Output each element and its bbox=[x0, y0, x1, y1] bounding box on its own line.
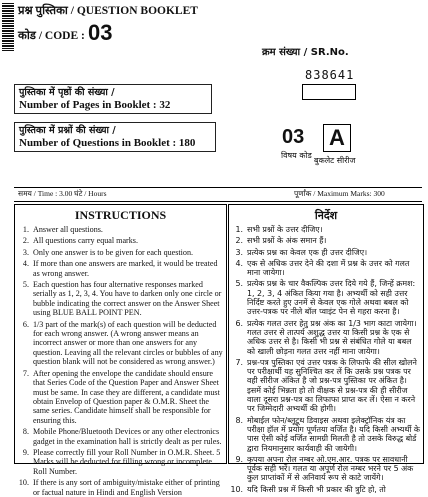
instructions-en-list bbox=[15, 225, 226, 497]
instruction-number: 9. bbox=[22, 447, 29, 457]
instruction-item bbox=[15, 369, 223, 425]
instruction-text: All questions carry equal marks. bbox=[33, 236, 138, 246]
questions-box bbox=[14, 122, 216, 152]
instruction-item bbox=[229, 225, 420, 234]
instruction-number: 6. bbox=[235, 318, 243, 328]
instruction-text: 1/3 part of the mark(s) of each question will be deducted for each wrong answer. (A wrong answer means an incorrect answer or more than one answers for any question. Leaving all the relevant circles or bubbles of any question blank will not be considered as wrong answer.) bbox=[33, 319, 223, 367]
instruction-item bbox=[15, 236, 223, 245]
instruction-text: एक से अधिक उत्तर देने की दशा में प्रश्न के उत्तर को गलत माना जायेगा। bbox=[247, 258, 410, 278]
instruction-item bbox=[15, 427, 223, 446]
instruction-item bbox=[229, 319, 420, 356]
series-caption: बुकलेट सीरीज bbox=[314, 156, 356, 165]
instruction-number: 5. bbox=[22, 280, 29, 290]
serial-number: 838641 bbox=[305, 68, 355, 82]
instruction-item bbox=[15, 259, 223, 278]
instruction-text: If there is any sort of ambiguity/mistake either of printing or factual nature in Hindi and English Version bbox=[33, 478, 220, 497]
instruction-item bbox=[229, 358, 420, 414]
instruction-text: कृपया अपना रोल नम्बर ओ.एम.आर. पत्रक पर सावधानी पूर्वक सही भरें। गलत या अपूर्ण रोल नम्बर भरने पर 5 अंक कुल प्राप्तांकों में से अनिवार्य रूप से काटे जायेंगे। bbox=[247, 454, 414, 483]
instruction-text: Each question has four alternative responses marked serially as 1, 2, 3, 4. You have to darken only one circle or bubble indicating the correct answer on the Answer Sheet using BLUE BALL POINT PEN. bbox=[33, 280, 222, 318]
instruction-number: 6. bbox=[22, 319, 29, 329]
instruction-number: 4. bbox=[235, 258, 243, 268]
instruction-item bbox=[229, 248, 420, 257]
pages-label-hi: पुस्तिका में पृष्ठों की संख्या / bbox=[19, 87, 115, 98]
instruction-number: 4. bbox=[22, 259, 29, 269]
barcode bbox=[2, 3, 14, 51]
instruction-number: 7. bbox=[22, 368, 29, 378]
instruction-item bbox=[15, 280, 223, 318]
instruction-number: 3. bbox=[22, 247, 29, 257]
instruction-text: Only one answer is to be given for each question. bbox=[33, 247, 194, 257]
instruction-item bbox=[15, 225, 223, 234]
instruction-number: 10. bbox=[18, 478, 29, 488]
instruction-text: प्रत्येक गलत उत्तर हेतु प्रश्न अंक का 1/3 भाग काटा जायेगा। गलत उत्तर से तात्पर्य अशुद्ध उत्तर या किसी प्रश्न के एक से अधिक उत्तर से है। किसी भी प्रश्न से संबंधित गोले या बबल को खाली छोड़ना गलत उत्तर नहीं माना जायेगा। bbox=[247, 318, 417, 356]
instructions-hi-title: निर्देश bbox=[314, 209, 338, 222]
instruction-number: 3. bbox=[235, 247, 243, 257]
instruction-number: 2. bbox=[235, 236, 243, 246]
instruction-item bbox=[229, 259, 420, 278]
subject-code-caption: विषय कोड bbox=[281, 151, 312, 160]
instructions-en-title: INSTRUCTIONS bbox=[74, 208, 167, 222]
time-marks-bar bbox=[14, 187, 422, 202]
subject-code: 03 bbox=[282, 126, 305, 148]
instruction-number: 9. bbox=[235, 454, 243, 464]
time-text: समय / Time : 3.00 घंटे / Hours bbox=[18, 189, 107, 198]
instruction-text: मोबाईल फोन/ब्लूटूथ डिवाइस अथवा इलेक्ट्रॉनिक यंत्र का परीक्षा हॉल में प्रयोग पूर्णतया वर्जित है। यदि किसी अभ्यर्थी के पास ऐसी कोई वर्जित सामग्री मिलती है तो उसके विरुद्ध बोर्ड द्वारा नियमानुसार कार्यवाही की जायेगी। bbox=[247, 415, 420, 453]
instruction-text: प्रश्न-पत्र पुस्तिका एवं उत्तर पत्रक के लिफाफे की सील खोलने पर परीक्षार्थी यह सुनिश्चित कर लें कि उसके प्रश्न पत्रक पर वही सीरीज अंकित है जो प्रश्न-पत्र पुस्तिका पर अंकित है। इसमें कोई भिन्नता हो तो वीक्षक से प्रश्न-पत्र की ही सीरीज वाला दूसरा प्रश्न-पत्र का लिफाफा प्राप्त कर लें। ऐसा न करने पर जिम्मेदारी अभ्यर्थी की होगी। bbox=[247, 357, 417, 414]
code-value: 03 bbox=[88, 20, 113, 45]
instruction-item bbox=[229, 416, 420, 453]
pages-label-en: Number of Pages in Booklet : 32 bbox=[19, 99, 171, 111]
questions-label-hi: पुस्तिका में प्रश्नों की संख्या / bbox=[19, 125, 116, 136]
instruction-text: If more than one answers are marked, it would be treated as wrong answer. bbox=[33, 259, 218, 278]
instruction-text: Mobile Phone/Bluetooth Devices or any other electronics gadget in the examination hall is strictly dealt as per rules. bbox=[33, 427, 222, 446]
instruction-number: 2. bbox=[22, 236, 29, 246]
instructions-en-panel bbox=[14, 204, 227, 497]
instruction-item bbox=[15, 448, 223, 476]
instructions-hi-list bbox=[229, 225, 423, 494]
instruction-text: यदि किसी प्रश्न में किसी भी प्रकार की त्रुटि हो, तो bbox=[247, 484, 386, 494]
serial-label: क्रम संख्या / SR.No. bbox=[262, 47, 349, 58]
serial-box bbox=[302, 84, 356, 100]
instruction-text: प्रत्येक प्रश्न के चार वैकल्पिक उत्तर दिये गये हैं, जिन्हें क्रमश: 1, 2, 3, 4 अंकित किया गया है। अभ्यर्थी को सही उत्तर निर्दिष्ट करते हुए उनमें से केवल एक गोले अथवा बबल को उत्तर-पत्रक पर नीले बॉल प्वाइंट पेन से गहरा करना है। bbox=[247, 279, 416, 317]
instruction-number: 5. bbox=[235, 279, 243, 289]
instruction-number: 1. bbox=[22, 225, 29, 234]
questions-label-en: Number of Questions in Booklet : 180 bbox=[19, 137, 196, 149]
instruction-text: प्रत्येक प्रश्न का केवल एक ही उत्तर दीजिए। bbox=[247, 247, 368, 257]
instruction-number: 10. bbox=[230, 484, 243, 494]
instruction-item bbox=[15, 478, 223, 497]
instruction-text: सभी प्रश्नों के अंक समान हैं। bbox=[247, 236, 327, 246]
booklet-title: प्रश्न पुस्तिका / QUESTION BOOKLET bbox=[18, 5, 198, 17]
instruction-item bbox=[15, 248, 223, 257]
instruction-item bbox=[229, 279, 420, 316]
instruction-number: 7. bbox=[235, 357, 243, 367]
instruction-number: 8. bbox=[22, 427, 29, 437]
instruction-number: 1. bbox=[235, 225, 243, 234]
instruction-item bbox=[229, 485, 420, 494]
pages-box bbox=[14, 84, 212, 114]
instruction-item bbox=[229, 236, 420, 245]
series-box bbox=[323, 124, 351, 152]
series-letter: A bbox=[329, 125, 345, 150]
instruction-number: 8. bbox=[235, 415, 243, 425]
instructions-hi-panel bbox=[228, 204, 424, 494]
instruction-text: सभी प्रश्नों के उत्तर दीजिए। bbox=[247, 225, 323, 234]
instruction-item bbox=[15, 320, 223, 367]
instruction-text: After opening the envelope the candidate should ensure that Series Code of the Question Paper and Answer Sheet must be same. In case they are different, a candidate must obtain Envelop of Question paper & O.M.R. Sheet the same series. Candidate himself shall be responsible for ensuring this. bbox=[33, 368, 220, 425]
code-label: कोड / CODE : bbox=[18, 30, 85, 42]
instruction-item bbox=[229, 455, 420, 483]
instruction-text: Please correctly fill your Roll Number in O.M.R. Sheet. 5 Marks will be deducted for filling wrong or incomplete Roll Number. bbox=[33, 447, 221, 476]
marks-text: पूर्णांक / Maximum Marks: 300 bbox=[294, 189, 385, 198]
instruction-text: Answer all questions. bbox=[33, 225, 103, 234]
